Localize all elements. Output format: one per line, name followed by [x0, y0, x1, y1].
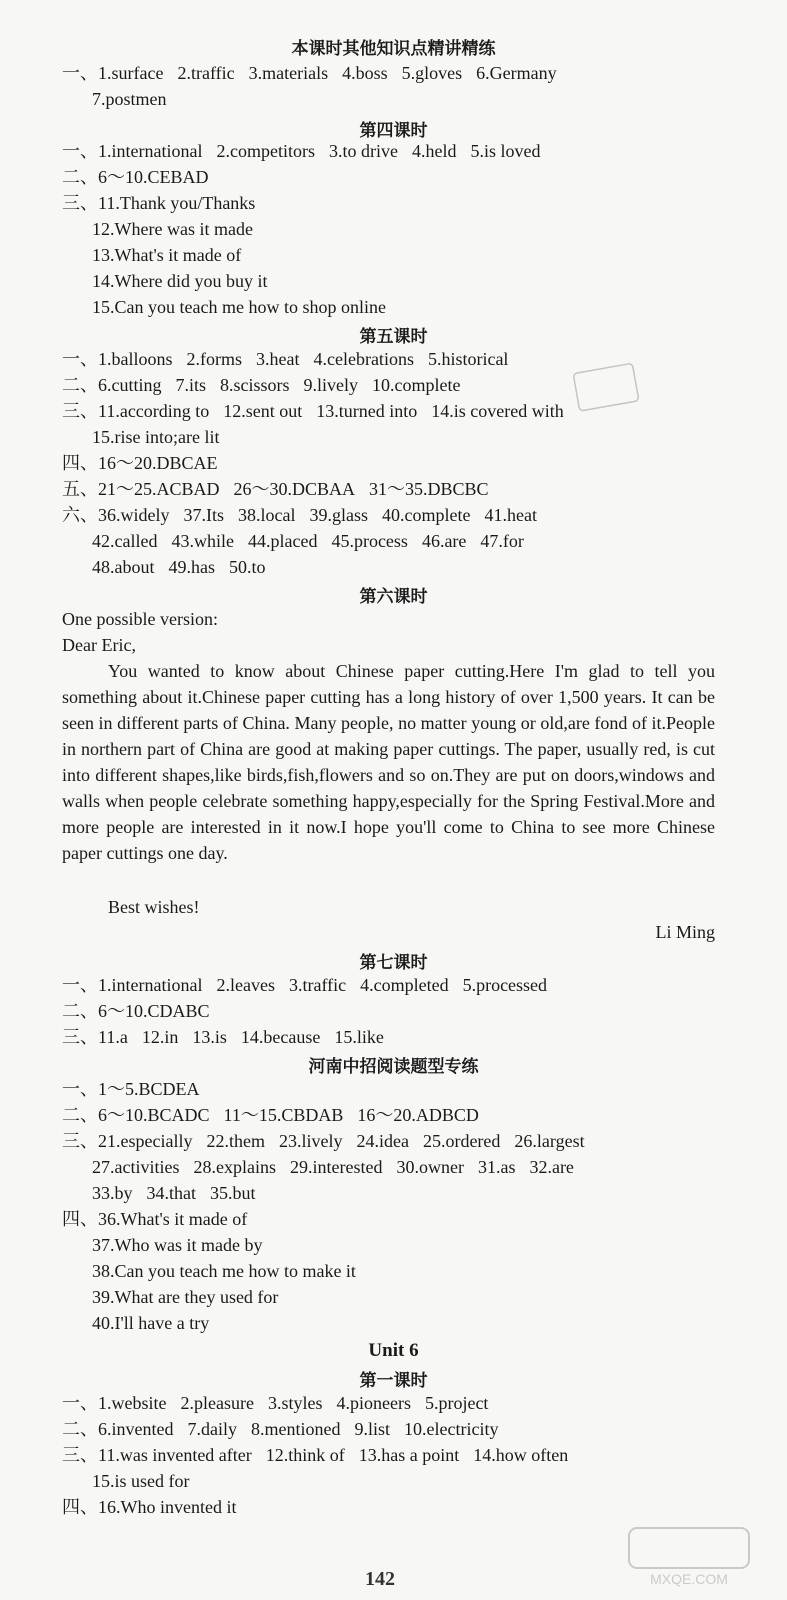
answer-item: 11.according to — [98, 401, 210, 421]
answer-item: 36.widely — [98, 505, 170, 525]
answer-item: 23.lively — [278, 1131, 343, 1151]
answer-item: 16.Who invented it — [98, 1497, 237, 1517]
section-prefix: 二、 — [62, 1105, 98, 1125]
answer-item: 26.largest — [514, 1131, 585, 1151]
answer-item: 4.pioneers — [336, 1393, 411, 1413]
answer-item: 3.materials — [248, 63, 329, 83]
answer-line: 38.Can you teach me how to make it — [92, 1261, 356, 1281]
answer-item: 2.forms — [186, 349, 242, 369]
section-heading: 第七课时 — [359, 953, 428, 973]
answer-item: 10.electricity — [403, 1419, 499, 1439]
answer-item: 42.called — [92, 531, 158, 551]
section-heading: 本课时其他知识点精讲精练 — [291, 39, 496, 59]
answer-item: 9.lively — [303, 375, 359, 395]
answer-item: 13.turned into — [316, 401, 418, 421]
answer-item: 5.processed — [462, 975, 548, 995]
answer-item: 46.are — [421, 531, 467, 551]
page-number: 142 — [365, 1568, 395, 1590]
section-prefix: 五、 — [62, 479, 98, 499]
section-prefix: 四、 — [62, 453, 98, 473]
section-prefix: 一、 — [62, 975, 98, 995]
answer-item: 49.has — [168, 557, 215, 577]
section-prefix: 六、 — [62, 505, 98, 525]
answer-item: 43.while — [171, 531, 234, 551]
answer-item: 2.leaves — [216, 975, 275, 995]
answer-item: 1.international — [98, 141, 203, 161]
answer-item: 7.daily — [187, 1419, 237, 1439]
answer-item: 14.how often — [473, 1445, 569, 1465]
section-prefix: 二、 — [62, 1001, 98, 1021]
section-prefix: 三、 — [62, 1027, 98, 1047]
answer-item: 6～10.BCADC — [98, 1105, 210, 1125]
answer-item: 12.sent out — [223, 401, 303, 421]
answer-item: 6.cutting — [98, 375, 162, 395]
stamp-graphic — [572, 362, 642, 412]
answer-line — [62, 1000, 224, 1022]
answer-item: 33.by — [92, 1183, 133, 1203]
answer-item: 21～25.ACBAD — [98, 479, 220, 499]
answer-item: 29.interested — [289, 1157, 383, 1177]
answer-item: 30.owner — [396, 1157, 464, 1177]
answer-item: 1.website — [98, 1393, 167, 1413]
answer-line: 40.I'll have a try — [92, 1313, 210, 1333]
section-heading: 河南中招阅读题型专练 — [308, 1057, 479, 1077]
section-prefix: 二、 — [62, 1419, 98, 1439]
answer-item: 3.to drive — [328, 141, 398, 161]
answer-item: 35.but — [210, 1183, 256, 1203]
answer-line — [62, 1026, 398, 1048]
answer-item: 11.was invented after — [98, 1445, 252, 1465]
answer-item: 7.postmen — [92, 89, 167, 109]
answer-item: 28.explains — [193, 1157, 276, 1177]
watermark-logo — [619, 1520, 759, 1590]
answer-item: 26～30.DCBAA — [233, 479, 356, 499]
answer-item: 11.Thank you/Thanks — [98, 193, 256, 213]
answer-line — [62, 1208, 261, 1230]
answer-item: 1.balloons — [98, 349, 173, 369]
section-prefix: 四、 — [62, 1497, 98, 1517]
answer-item: 14.because — [240, 1027, 321, 1047]
answer-line — [62, 1418, 512, 1440]
section-prefix: 一、 — [62, 141, 98, 161]
section-prefix: 一、 — [62, 63, 98, 83]
section-prefix: 三、 — [62, 193, 98, 213]
answer-item: 25.ordered — [422, 1131, 501, 1151]
answer-item: 45.process — [331, 531, 408, 551]
answer-item: 37.Its — [183, 505, 224, 525]
answer-line: 15.rise into;are lit — [92, 427, 220, 447]
answer-item: 31～35.DBCBC — [369, 479, 489, 499]
answer-item: 3.traffic — [288, 975, 347, 995]
answer-item: 16～20.ADBCD — [357, 1105, 479, 1125]
answer-line — [62, 348, 522, 370]
answer-item: 38.local — [238, 505, 296, 525]
answer-line — [62, 1392, 502, 1414]
watermark-text: MXQE.COM — [650, 1571, 728, 1587]
section-heading: 第六课时 — [359, 587, 428, 607]
answer-item: 32.are — [529, 1157, 574, 1177]
answer-line — [62, 1496, 250, 1518]
answer-item: 16～20.DBCAE — [98, 453, 218, 473]
answer-line — [62, 1444, 582, 1466]
answer-line — [62, 374, 475, 396]
unit-heading: Unit 6 — [368, 1340, 419, 1361]
section-heading: 第四课时 — [359, 121, 428, 141]
answer-item: 4.boss — [342, 63, 388, 83]
answer-item: 12.think of — [265, 1445, 345, 1465]
answer-item: 39.glass — [309, 505, 368, 525]
answer-line — [62, 504, 551, 526]
answer-item: 50.to — [229, 557, 266, 577]
answer-line — [62, 1078, 214, 1100]
answer-item: 27.activities — [92, 1157, 180, 1177]
answer-item: 40.complete — [381, 505, 471, 525]
answer-item: 41.heat — [484, 505, 537, 525]
answer-item: 15.like — [334, 1027, 384, 1047]
answer-item: 1.surface — [98, 63, 164, 83]
answer-item: 2.competitors — [216, 141, 315, 161]
answer-item: 13.has a point — [358, 1445, 460, 1465]
answer-line — [62, 140, 554, 162]
answer-item: 6～10.CDABC — [98, 1001, 210, 1021]
answer-line — [62, 452, 232, 474]
section-heading: 第一课时 — [359, 1371, 428, 1391]
answer-item: 5.project — [424, 1393, 489, 1413]
section-prefix: 一、 — [62, 1079, 98, 1099]
section-heading: 第五课时 — [359, 327, 428, 347]
essay-intro: One possible version: — [62, 609, 218, 629]
answer-item: 3.heat — [256, 349, 300, 369]
essay-body: You wanted to know about Chinese paper cutting.Here I'm glad to tell you something about it.Chinese paper cutting has a long history of over 1,500 years. It can be seen in different parts of China. Many people, no matter young or old,are fond of it.People in northern part of China are good at making paper cuttings. The paper, usually red, is cut into different shapes,like birds,fish,flowers and so on.They are put on doors,windows and walls when people celebrate something happy,especially for the Spring Festival.More and more people are interested in it now.I hope you'll come to China to see more Chinese paper cuttings one day. — [62, 661, 715, 863]
answer-item: 9.list — [354, 1419, 390, 1439]
answer-line: 12.Where was it made — [92, 219, 253, 239]
answer-item: 2.traffic — [177, 63, 235, 83]
answer-item: 10.complete — [372, 375, 461, 395]
answer-item: 14.is covered with — [431, 401, 564, 421]
answer-item: 1.international — [98, 975, 203, 995]
answer-item: 5.historical — [427, 349, 509, 369]
answer-line: 39.What are they used for — [92, 1287, 279, 1307]
answer-item: 4.celebrations — [313, 349, 414, 369]
answer-line — [92, 1182, 270, 1204]
answer-item: 24.idea — [356, 1131, 409, 1151]
answer-line — [92, 530, 538, 552]
answer-item: 31.as — [477, 1157, 516, 1177]
answer-item: 6.invented — [98, 1419, 174, 1439]
answer-line — [92, 556, 280, 578]
answer-item: 36.What's it made of — [98, 1209, 248, 1229]
answer-item: 11～15.CBDAB — [223, 1105, 344, 1125]
answer-item: 44.placed — [247, 531, 318, 551]
answer-item: 8.mentioned — [250, 1419, 341, 1439]
essay-greeting: Dear Eric, — [62, 635, 136, 655]
answer-item: 5.gloves — [401, 63, 463, 83]
section-prefix: 三、 — [62, 1131, 98, 1151]
answer-item: 4.completed — [360, 975, 449, 995]
answer-item: 5.is loved — [470, 141, 541, 161]
answer-item: 6.Germany — [476, 63, 557, 83]
answer-line — [62, 62, 571, 84]
answer-item: 48.about — [92, 557, 155, 577]
section-prefix: 一、 — [62, 349, 98, 369]
answer-line — [92, 1156, 588, 1178]
answer-line: 13.What's it made of — [92, 245, 242, 265]
section-prefix: 二、 — [62, 167, 98, 187]
answer-item: 7.its — [175, 375, 207, 395]
answer-line — [62, 1104, 493, 1126]
answer-item: 2.pleasure — [180, 1393, 254, 1413]
answer-line — [62, 478, 503, 500]
section-prefix: 三、 — [62, 1445, 98, 1465]
section-prefix: 一、 — [62, 1393, 98, 1413]
answer-item: 22.them — [206, 1131, 265, 1151]
answer-item: 21.especially — [98, 1131, 193, 1151]
answer-item: 34.that — [146, 1183, 196, 1203]
section-prefix: 二、 — [62, 375, 98, 395]
answer-line — [62, 192, 269, 214]
answer-item: 8.scissors — [220, 375, 290, 395]
answer-line — [62, 1130, 599, 1152]
answer-item: 1～5.BCDEA — [98, 1079, 200, 1099]
answer-line: 15.is used for — [92, 1471, 190, 1491]
answer-item: 13.is — [192, 1027, 227, 1047]
answer-line: 14.Where did you buy it — [92, 271, 268, 291]
section-prefix: 三、 — [62, 401, 98, 421]
answer-item: 11.a — [98, 1027, 128, 1047]
section-prefix: 四、 — [62, 1209, 98, 1229]
essay-signature: Li Ming — [655, 922, 715, 942]
answer-line: 37.Who was it made by — [92, 1235, 263, 1255]
answer-item: 4.held — [411, 141, 457, 161]
answer-line — [62, 166, 223, 188]
answer-item: 3.styles — [267, 1393, 323, 1413]
essay-closing: Best wishes! — [108, 897, 200, 917]
answer-line — [62, 974, 561, 996]
answer-item: 47.for — [480, 531, 524, 551]
answer-item: 12.in — [141, 1027, 179, 1047]
answer-item: 6～10.CEBAD — [98, 167, 209, 187]
answer-line — [62, 400, 578, 422]
answer-line — [92, 88, 181, 110]
answer-line: 15.Can you teach me how to shop online — [92, 297, 386, 317]
